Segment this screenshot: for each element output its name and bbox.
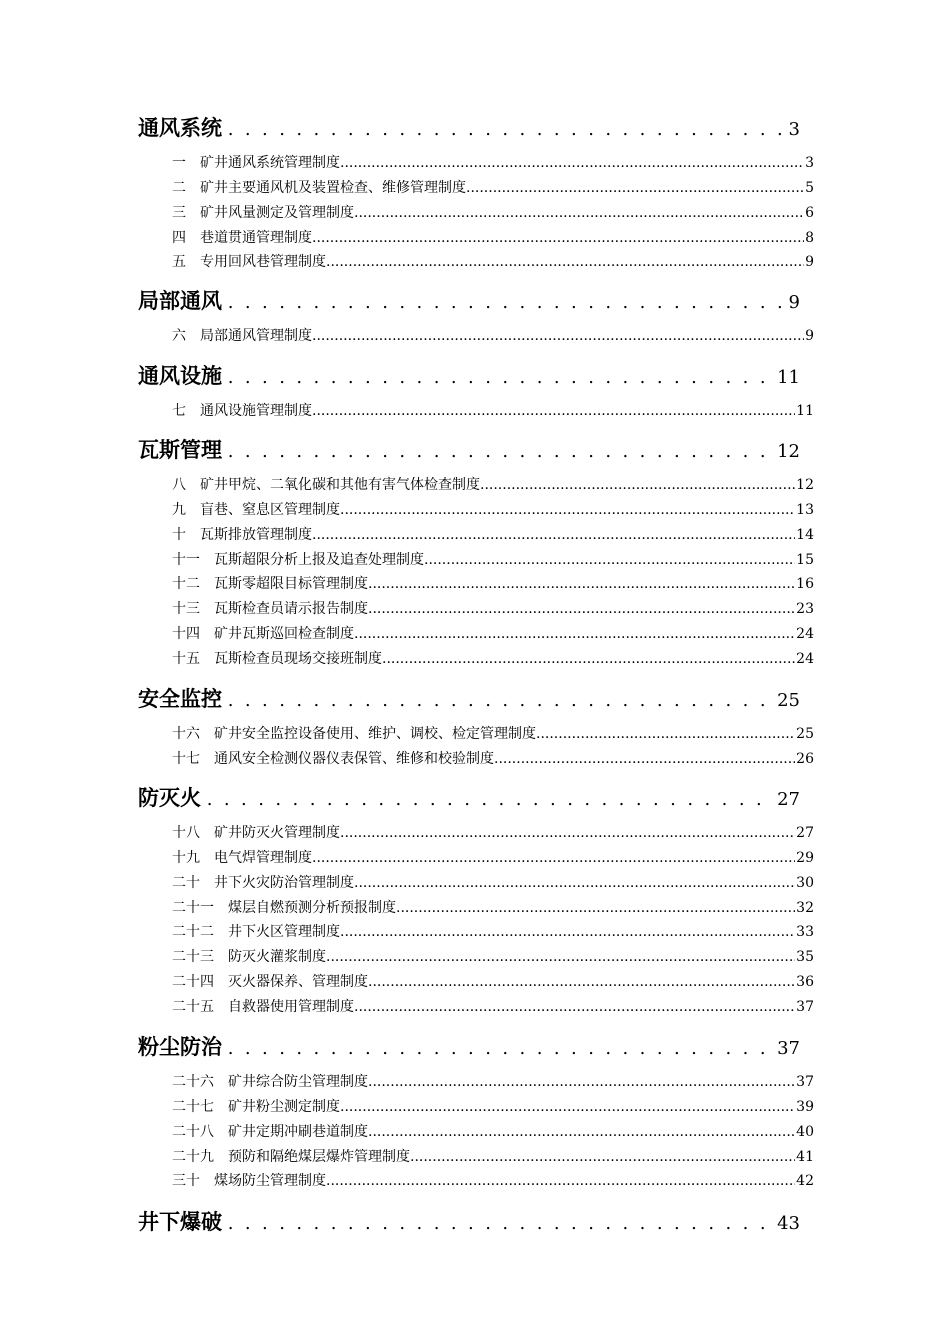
dot-leader xyxy=(382,651,795,667)
entry-ordinal: 三十 xyxy=(172,1173,200,1190)
entry-ordinal: 二 xyxy=(172,179,186,196)
entry-page-number: 14 xyxy=(796,526,814,543)
section-title: 井下爆破 xyxy=(138,1209,222,1234)
dot-leader xyxy=(222,437,773,462)
toc-section-heading[interactable] xyxy=(138,360,800,392)
section-page-number: 43 xyxy=(777,1213,800,1234)
dot-leader xyxy=(326,949,795,965)
toc-entry[interactable] xyxy=(172,573,814,593)
section-title: 安全监控 xyxy=(138,686,222,711)
entry-page-number: 23 xyxy=(796,601,814,618)
section-page-number: 3 xyxy=(788,119,800,140)
entry-page-number: 39 xyxy=(796,1098,814,1115)
dot-leader xyxy=(312,527,795,543)
entry-title: 井下火灾防治管理制度 xyxy=(214,874,354,891)
section-title: 瓦斯管理 xyxy=(138,437,222,462)
dot-leader xyxy=(354,626,795,642)
toc-entry[interactable] xyxy=(172,1146,814,1166)
entry-page-number: 9 xyxy=(805,328,814,344)
entry-title: 井下火区管理制度 xyxy=(228,924,340,941)
entry-title: 矿井主要通风机及装置检查、维修管理制度 xyxy=(200,179,466,196)
dot-leader xyxy=(312,403,795,419)
entry-page-number: 37 xyxy=(796,1074,814,1090)
entry-ordinal: 十五 xyxy=(172,650,200,667)
toc-entry[interactable] xyxy=(172,872,814,892)
entry-page-number: 41 xyxy=(796,1148,814,1165)
toc-entry[interactable] xyxy=(172,524,814,544)
entry-page-number: 33 xyxy=(796,924,814,941)
entry-ordinal: 十六 xyxy=(172,726,200,742)
toc-entry[interactable] xyxy=(172,177,814,197)
toc-entry[interactable] xyxy=(172,822,814,842)
entry-ordinal: 十一 xyxy=(172,551,200,568)
entry-page-number: 35 xyxy=(796,949,814,966)
entry-title: 矿井综合防尘管理制度 xyxy=(228,1074,368,1090)
section-page-number: 27 xyxy=(777,789,800,810)
section-title: 防灭火 xyxy=(138,785,201,810)
dot-leader xyxy=(326,1173,795,1189)
toc-entry[interactable] xyxy=(172,723,814,743)
entry-page-number: 40 xyxy=(796,1123,814,1140)
entry-title: 盲巷、窒息区管理制度 xyxy=(200,501,340,518)
toc-entry[interactable] xyxy=(172,847,814,867)
toc-section-heading[interactable] xyxy=(138,285,800,317)
entry-page-number: 29 xyxy=(796,849,814,866)
entry-ordinal: 五 xyxy=(172,254,186,271)
entry-ordinal: 二十八 xyxy=(172,1123,214,1140)
entry-page-number: 36 xyxy=(796,974,814,991)
entry-page-number: 32 xyxy=(796,899,814,916)
dot-leader xyxy=(222,1209,773,1234)
entry-title: 通风设施管理制度 xyxy=(200,403,312,419)
entry-title: 预防和隔绝煤层爆炸管理制度 xyxy=(228,1148,410,1165)
toc-entry[interactable] xyxy=(172,152,814,172)
entry-title: 矿井通风系统管理制度 xyxy=(200,155,340,171)
section-page-number: 11 xyxy=(777,367,800,388)
dot-leader xyxy=(368,1124,795,1140)
entry-title: 矿井风量测定及管理制度 xyxy=(200,204,354,221)
entry-title: 瓦斯检查员现场交接班制度 xyxy=(214,650,382,667)
entry-title: 灭火器保养、管理制度 xyxy=(228,974,368,991)
entry-ordinal: 二十一 xyxy=(172,899,214,916)
entry-title: 瓦斯检查员请示报告制度 xyxy=(214,601,368,618)
entry-title: 自救器使用管理制度 xyxy=(228,998,354,1015)
toc-entry[interactable] xyxy=(172,202,814,222)
toc-entry[interactable] xyxy=(172,921,814,941)
entry-page-number: 9 xyxy=(805,254,814,271)
toc-entry[interactable] xyxy=(172,623,814,643)
toc-entry[interactable] xyxy=(172,1121,814,1141)
entry-title: 矿井防灭火管理制度 xyxy=(214,825,340,841)
entry-title: 通风安全检测仪器仪表保管、维修和校验制度 xyxy=(214,750,494,767)
dot-leader xyxy=(340,924,795,940)
dot-leader xyxy=(312,850,795,866)
toc-entry[interactable] xyxy=(172,1170,814,1190)
entry-page-number: 3 xyxy=(805,155,814,171)
entry-ordinal: 十九 xyxy=(172,849,200,866)
dot-leader xyxy=(368,1074,795,1090)
entry-ordinal: 六 xyxy=(172,328,186,344)
toc-entry[interactable] xyxy=(172,1096,814,1116)
entry-page-number: 13 xyxy=(796,501,814,518)
entry-page-number: 27 xyxy=(796,825,814,841)
entry-title: 矿井甲烷、二氧化碳和其他有害气体检查制度 xyxy=(200,477,480,493)
entry-ordinal: 一 xyxy=(172,155,186,171)
toc-entry[interactable] xyxy=(172,971,814,991)
toc-entry[interactable] xyxy=(172,996,814,1016)
dot-leader xyxy=(222,686,773,711)
dot-leader xyxy=(340,502,795,518)
entry-page-number: 24 xyxy=(796,650,814,667)
entry-page-number: 37 xyxy=(796,998,814,1015)
dot-leader xyxy=(222,363,773,388)
entry-ordinal: 十七 xyxy=(172,750,200,767)
entry-ordinal: 九 xyxy=(172,501,186,518)
entry-title: 防灭火灌浆制度 xyxy=(228,949,326,966)
entry-page-number: 5 xyxy=(805,179,814,196)
dot-leader xyxy=(480,477,795,493)
dot-leader xyxy=(494,751,795,767)
toc-section-heading[interactable] xyxy=(138,782,800,814)
dot-leader xyxy=(222,1034,773,1059)
entry-ordinal: 二十三 xyxy=(172,949,214,966)
entry-page-number: 15 xyxy=(796,551,814,568)
entry-ordinal: 四 xyxy=(172,229,186,246)
entry-ordinal: 二十七 xyxy=(172,1098,214,1115)
entry-title: 煤层自燃预测分析预报制度 xyxy=(228,899,396,916)
dot-leader xyxy=(354,205,804,221)
entry-ordinal: 二十六 xyxy=(172,1074,214,1090)
section-title: 通风系统 xyxy=(138,115,222,140)
toc-section-heading[interactable] xyxy=(138,1031,800,1063)
entry-page-number: 42 xyxy=(796,1173,814,1190)
entry-page-number: 30 xyxy=(796,874,814,891)
toc-entry[interactable] xyxy=(172,648,814,668)
entry-ordinal: 十二 xyxy=(172,576,200,593)
entry-title: 矿井粉尘测定制度 xyxy=(228,1098,340,1115)
entry-ordinal: 二十五 xyxy=(172,998,214,1015)
dot-leader xyxy=(368,974,795,990)
dot-leader xyxy=(312,230,804,246)
dot-leader xyxy=(354,875,795,891)
entry-ordinal: 八 xyxy=(172,477,186,493)
toc-entry[interactable] xyxy=(172,748,814,768)
entry-page-number: 24 xyxy=(796,626,814,643)
dot-leader xyxy=(368,601,795,617)
section-title: 通风设施 xyxy=(138,363,222,388)
toc-entry[interactable] xyxy=(172,400,814,420)
section-page-number: 37 xyxy=(777,1038,800,1059)
toc-entry[interactable] xyxy=(172,549,814,569)
entry-title: 电气焊管理制度 xyxy=(214,849,312,866)
toc-entry[interactable] xyxy=(172,946,814,966)
entry-page-number: 16 xyxy=(796,576,814,593)
entry-ordinal: 七 xyxy=(172,403,186,419)
toc-entry[interactable] xyxy=(172,1071,814,1091)
toc-section-heading[interactable] xyxy=(138,112,800,144)
entry-page-number: 25 xyxy=(796,726,814,742)
dot-leader xyxy=(424,552,795,568)
dot-leader xyxy=(368,576,795,592)
entry-page-number: 8 xyxy=(805,229,814,246)
toc-entry[interactable] xyxy=(172,325,814,345)
toc-entry[interactable] xyxy=(172,598,814,618)
dot-leader xyxy=(354,999,795,1015)
section-title: 粉尘防治 xyxy=(138,1034,222,1059)
entry-ordinal: 三 xyxy=(172,204,186,221)
toc-entry[interactable] xyxy=(172,499,814,519)
dot-leader xyxy=(340,155,804,171)
entry-ordinal: 十八 xyxy=(172,825,200,841)
dot-leader xyxy=(201,785,773,810)
toc-section-heading[interactable] xyxy=(138,1206,800,1238)
dot-leader xyxy=(536,726,795,742)
dot-leader xyxy=(410,1149,795,1165)
entry-title: 巷道贯通管理制度 xyxy=(200,229,312,246)
entry-ordinal: 二十 xyxy=(172,874,200,891)
entry-ordinal: 十 xyxy=(172,526,186,543)
toc-entry[interactable] xyxy=(172,227,814,247)
dot-leader xyxy=(222,115,785,140)
section-page-number: 12 xyxy=(777,441,800,462)
entry-ordinal: 二十二 xyxy=(172,924,214,941)
entry-title: 矿井定期冲刷巷道制度 xyxy=(228,1123,368,1140)
entry-page-number: 11 xyxy=(796,403,814,419)
toc-entry[interactable] xyxy=(172,897,814,917)
dot-leader xyxy=(326,254,804,270)
entry-page-number: 12 xyxy=(796,477,814,493)
entry-title: 瓦斯排放管理制度 xyxy=(200,526,312,543)
entry-title: 局部通风管理制度 xyxy=(200,328,312,344)
section-title: 局部通风 xyxy=(138,288,222,313)
entry-title: 矿井安全监控设备使用、维护、调校、检定管理制度 xyxy=(214,726,536,742)
entry-page-number: 26 xyxy=(796,750,814,767)
toc-entry[interactable] xyxy=(172,251,814,271)
entry-title: 瓦斯超限分析上报及追查处理制度 xyxy=(214,551,424,568)
entry-title: 矿井瓦斯巡回检查制度 xyxy=(214,626,354,643)
toc-section-heading[interactable] xyxy=(138,683,800,715)
entry-ordinal: 十四 xyxy=(172,626,200,643)
entry-page-number: 6 xyxy=(805,204,814,221)
section-page-number: 9 xyxy=(788,292,800,313)
toc-entry[interactable] xyxy=(172,474,814,494)
entry-title: 瓦斯零超限目标管理制度 xyxy=(214,576,368,593)
dot-leader xyxy=(396,900,795,916)
section-page-number: 25 xyxy=(777,690,800,711)
entry-title: 专用回风巷管理制度 xyxy=(200,254,326,271)
dot-leader xyxy=(340,1099,795,1115)
dot-leader xyxy=(222,288,785,313)
entry-ordinal: 二十九 xyxy=(172,1148,214,1165)
dot-leader xyxy=(312,328,804,344)
entry-ordinal: 十三 xyxy=(172,601,200,618)
dot-leader xyxy=(340,825,795,841)
dot-leader xyxy=(466,180,804,196)
entry-ordinal: 二十四 xyxy=(172,974,214,991)
toc-section-heading[interactable] xyxy=(138,434,800,466)
entry-title: 煤场防尘管理制度 xyxy=(214,1173,326,1190)
